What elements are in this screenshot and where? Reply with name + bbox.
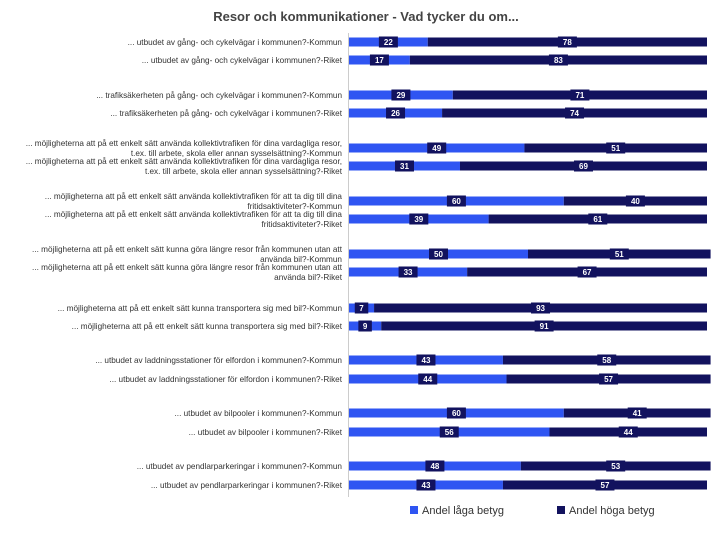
category-label-5: ... möjligheterna att på ett enkelt sätt använda kollektivtrafiken för dina vardagliga resor, t.ex. till arbete, skola eller annan sysselsättning?-Riket bbox=[25, 157, 342, 176]
value-label-high-13 bbox=[599, 374, 618, 385]
value-label-high-8-text: 51 bbox=[614, 250, 624, 259]
value-label-low-8 bbox=[429, 249, 448, 260]
category-label-7: ... möjligheterna att på ett enkelt sätt använda kollektivtrafiken för att ta dig till dina fritidsaktiviteter?-Riket bbox=[44, 210, 342, 229]
value-label-low-4 bbox=[427, 143, 446, 154]
value-label-high-2 bbox=[570, 90, 589, 101]
value-label-low-5 bbox=[395, 161, 414, 172]
value-label-low-12 bbox=[416, 355, 435, 366]
value-label-low-10-text: 7 bbox=[359, 304, 364, 313]
value-label-low-15 bbox=[440, 427, 459, 438]
value-label-high-7-text: 61 bbox=[593, 215, 603, 224]
value-label-high-5-text: 69 bbox=[579, 162, 588, 171]
value-label-high-17-text: 57 bbox=[600, 481, 610, 490]
value-label-low-6 bbox=[447, 196, 466, 207]
value-label-high-14 bbox=[628, 408, 647, 419]
value-label-high-4 bbox=[606, 143, 625, 154]
category-label-2: ... trafiksäkerheten på gång- och cykelvägar i kommunen?-Kommun bbox=[96, 91, 342, 100]
category-label-15: ... utbudet av bilpooler i kommunen?-Riket bbox=[188, 428, 342, 437]
value-label-low-5-text: 31 bbox=[400, 162, 409, 171]
value-label-high-10-text: 93 bbox=[536, 304, 545, 313]
value-label-high-3 bbox=[565, 108, 584, 119]
value-label-low-14-text: 60 bbox=[451, 409, 461, 418]
value-label-high-1-text: 83 bbox=[553, 56, 563, 65]
category-label-1: ... utbudet av gång- och cykelvägar i kommunen?-Riket bbox=[141, 56, 342, 65]
category-label-11: ... möjligheterna att på ett enkelt sätt kunna transportera sig med bil?-Riket bbox=[71, 322, 342, 331]
value-label-high-6 bbox=[626, 196, 645, 207]
value-label-low-16-text: 48 bbox=[430, 462, 440, 471]
category-label-3: ... trafiksäkerheten på gång- och cykelvägar i kommunen?-Riket bbox=[110, 109, 342, 118]
legend-label-1: Andel höga betyg bbox=[569, 505, 655, 517]
value-label-high-17 bbox=[595, 480, 614, 491]
category-label-12: ... utbudet av laddningsstationer för elfordon i kommunen?-Kommun bbox=[95, 356, 342, 365]
value-label-low-14 bbox=[447, 408, 466, 419]
value-label-low-13 bbox=[418, 374, 437, 385]
value-label-high-5 bbox=[574, 161, 593, 172]
value-label-high-13-text: 57 bbox=[604, 375, 614, 384]
value-label-low-4-text: 49 bbox=[432, 144, 442, 153]
value-label-high-14-text: 41 bbox=[632, 409, 642, 418]
legend bbox=[410, 505, 655, 517]
value-label-high-16-text: 53 bbox=[611, 462, 621, 471]
value-label-high-10 bbox=[531, 303, 550, 314]
legend-swatch-0 bbox=[410, 506, 418, 514]
value-label-low-9-text: 33 bbox=[403, 268, 413, 277]
category-label-13: ... utbudet av laddningsstationer för elfordon i kommunen?-Riket bbox=[109, 375, 342, 384]
value-label-high-9-text: 67 bbox=[582, 268, 592, 277]
value-label-high-12-text: 58 bbox=[602, 356, 612, 365]
category-label-0: ... utbudet av gång- och cykelvägar i kommunen?-Kommun bbox=[127, 38, 342, 47]
value-label-high-2-text: 71 bbox=[575, 91, 585, 100]
value-label-low-1 bbox=[370, 55, 389, 66]
value-label-high-8 bbox=[610, 249, 629, 260]
value-label-low-0 bbox=[379, 37, 398, 48]
value-label-low-11 bbox=[358, 321, 372, 332]
category-label-10: ... möjligheterna att på ett enkelt sätt kunna transportera sig med bil?-Kommun bbox=[57, 304, 342, 313]
category-label-4: ... möjligheterna att på ett enkelt sätt använda kollektivtrafiken för dina vardagliga resor, t.ex. till arbete, skola eller annan sysselsättning?-Kommun bbox=[25, 139, 342, 158]
value-label-high-4-text: 51 bbox=[611, 144, 621, 153]
value-label-low-0-text: 22 bbox=[383, 38, 393, 47]
value-label-low-11-text: 9 bbox=[362, 322, 368, 331]
category-labels bbox=[26, 37, 343, 490]
value-label-high-15 bbox=[619, 427, 638, 438]
value-label-high-0 bbox=[558, 37, 577, 48]
value-label-low-17-text: 43 bbox=[421, 481, 431, 490]
bars-layer bbox=[349, 37, 711, 491]
value-label-low-15-text: 56 bbox=[444, 428, 454, 437]
legend-label-0: Andel låga betyg bbox=[422, 505, 504, 517]
value-label-low-12-text: 43 bbox=[421, 356, 431, 365]
value-label-high-12 bbox=[597, 355, 616, 366]
value-label-low-13-text: 44 bbox=[423, 375, 433, 384]
value-label-high-3-text: 74 bbox=[570, 109, 579, 118]
value-label-low-6-text: 60 bbox=[451, 197, 461, 206]
value-label-low-3-text: 26 bbox=[391, 109, 400, 118]
category-label-6: ... möjligheterna att på ett enkelt sätt använda kollektivtrafiken för att ta dig till dina fritidsaktiviteter?-Kommun bbox=[44, 192, 342, 211]
value-label-low-7-text: 39 bbox=[414, 215, 424, 224]
value-label-low-1-text: 17 bbox=[374, 56, 384, 65]
value-label-high-7 bbox=[588, 214, 607, 225]
value-label-low-2-text: 29 bbox=[396, 91, 406, 100]
category-label-8: ... möjligheterna att på ett enkelt sätt kunna göra längre resor från kommunen utan att använda bil?-Kommun bbox=[32, 245, 342, 264]
legend-swatch-1 bbox=[557, 506, 565, 514]
value-label-low-3 bbox=[386, 108, 405, 119]
value-label-high-0-text: 78 bbox=[562, 38, 572, 47]
value-label-low-7 bbox=[409, 214, 428, 225]
value-label-low-10 bbox=[355, 303, 369, 314]
value-label-low-2 bbox=[391, 90, 410, 101]
value-label-high-11-text: 91 bbox=[539, 322, 549, 331]
value-label-high-16 bbox=[606, 461, 625, 472]
value-label-low-9 bbox=[399, 267, 418, 278]
value-label-low-17 bbox=[416, 480, 435, 491]
category-label-9: ... möjligheterna att på ett enkelt sätt kunna göra längre resor från kommunen utan att använda bil?-Riket bbox=[32, 263, 342, 282]
value-label-high-9 bbox=[578, 267, 597, 278]
value-label-high-1 bbox=[549, 55, 568, 66]
category-label-17: ... utbudet av pendlarparkeringar i kommunen?-Riket bbox=[150, 481, 342, 490]
value-label-low-8-text: 50 bbox=[434, 250, 443, 259]
value-label-high-15-text: 44 bbox=[623, 428, 633, 437]
value-label-high-6-text: 40 bbox=[630, 197, 640, 206]
category-label-14: ... utbudet av bilpooler i kommunen?-Kommun bbox=[174, 409, 342, 418]
chart-title: Resor och kommunikationer - Vad tycker du om... bbox=[213, 9, 519, 24]
value-label-low-16 bbox=[425, 461, 444, 472]
category-label-16: ... utbudet av pendlarparkeringar i kommunen?-Kommun bbox=[136, 462, 342, 471]
value-label-high-11 bbox=[535, 321, 554, 332]
